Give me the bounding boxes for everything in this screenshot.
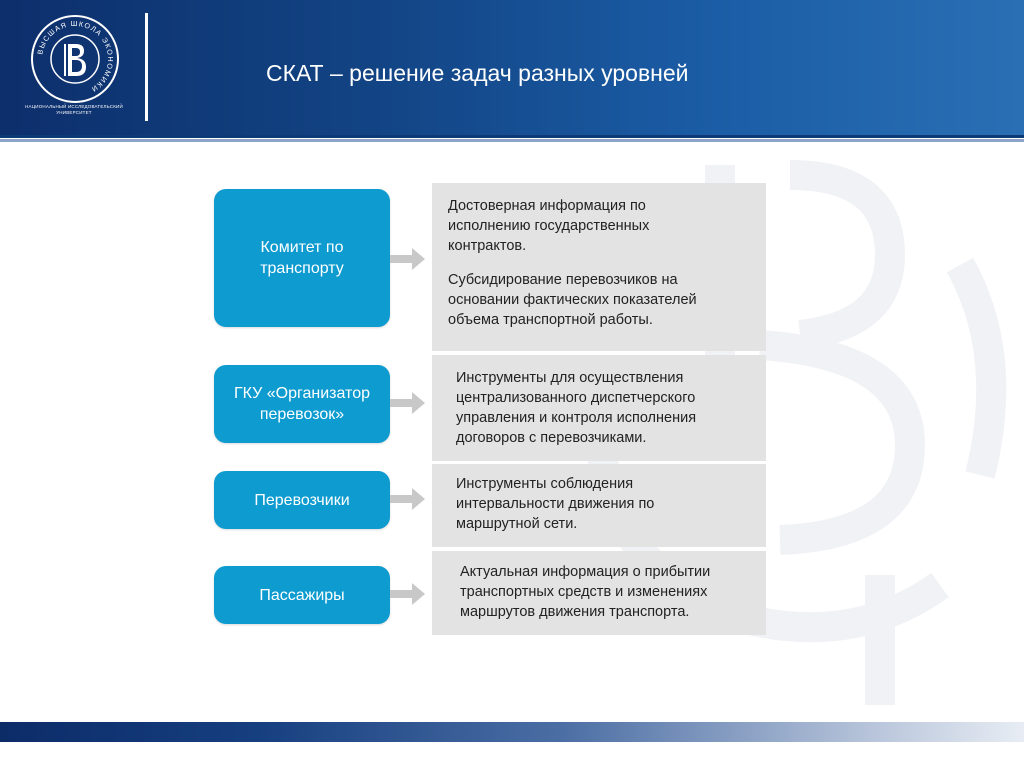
info-paragraph: Достоверная информация по исполнению государственных контрактов. — [448, 198, 650, 254]
header-underline — [0, 135, 1024, 138]
header-divider — [145, 13, 148, 121]
logo-caption-line1: НАЦИОНАЛЬНЫЙ ИССЛЕДОВАТЕЛЬСКИЙ — [25, 104, 123, 109]
organizer-info-box — [432, 355, 766, 461]
hse-logo-icon — [30, 14, 120, 104]
actor-organizer-pill — [214, 365, 390, 443]
arrow-right-icon — [390, 487, 426, 511]
actor-label: Комитет по транспорту — [260, 239, 344, 277]
logo-caption — [18, 104, 130, 116]
arrow-right-icon — [390, 391, 426, 415]
header-underline-light — [0, 139, 1024, 142]
info-paragraph: Инструменты для осуществления централизованного диспетчерского управления и контроля исполнения договоров с перевозчиками. — [456, 370, 697, 446]
logo-caption-line2: УНИВЕРСИТЕТ — [56, 110, 92, 115]
logo-ring-text: ВЫСШАЯ ШКОЛА ЭКОНОМИКИ — [35, 18, 116, 95]
info-paragraph: Актуальная информация о прибытии транспортных средств и изменениях маршрутов движения транспорта. — [460, 564, 711, 620]
actor-label: ГКУ «Организатор перевозок» — [234, 385, 370, 423]
page-title: СКАТ – решение задач разных уровней — [266, 60, 689, 86]
footer-band — [0, 722, 1024, 742]
actor-label: Перевозчики — [254, 491, 350, 509]
arrow-right-icon — [390, 582, 426, 606]
actor-passengers-pill — [214, 566, 390, 624]
actor-committee-pill — [214, 189, 390, 327]
committee-info-box — [432, 183, 766, 351]
actor-label: Пассажиры — [259, 586, 345, 604]
info-paragraph: Субсидирование перевозчиков на основании фактических показателей объема транспортной работы. — [448, 272, 697, 328]
arrow-right-icon — [390, 247, 426, 271]
info-paragraph: Инструменты соблюдения интервальности движения по маршрутной сети. — [456, 476, 655, 532]
carriers-info-box — [432, 464, 766, 547]
actor-carriers-pill — [214, 471, 390, 529]
passengers-info-box — [432, 551, 766, 635]
